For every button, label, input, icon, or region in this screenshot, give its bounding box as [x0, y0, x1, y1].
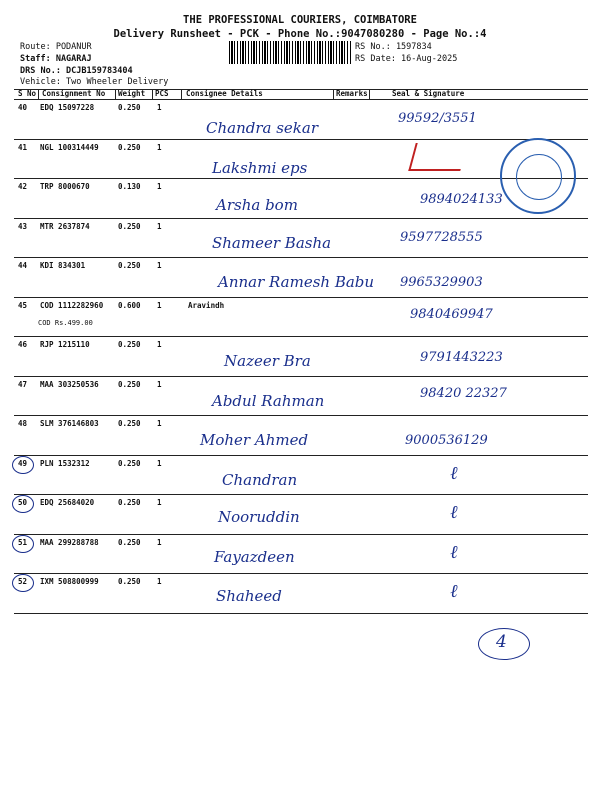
row-handwritten-signature: 9894024133 — [420, 192, 503, 207]
row-weight: 0.250 — [118, 142, 141, 152]
row-handwritten-signature: 9840469947 — [410, 306, 493, 322]
col-consignee: Consignee Details — [186, 89, 263, 98]
row-pcs: 1 — [157, 458, 162, 468]
row-handwritten-name: Moher Ahmed — [200, 431, 309, 449]
row-handwritten-signature: 9791443223 — [420, 350, 503, 365]
row-divider — [14, 534, 588, 535]
row-sno: 50 — [18, 498, 28, 507]
row-sno: 44 — [18, 261, 28, 270]
row-pcs: 1 — [157, 577, 162, 586]
rs-number: RS No.: 1597834 — [355, 42, 432, 52]
row-consignment-no: TRP 8000670 — [40, 182, 90, 191]
row-consignment-no: COD 1112282960 — [40, 300, 104, 310]
row-sno: 47 — [18, 379, 28, 389]
row-weight: 0.250 — [118, 221, 141, 231]
row-pcs: 1 — [157, 340, 162, 349]
row-weight: 0.250 — [118, 458, 141, 468]
row-pcs: 1 — [157, 182, 162, 191]
staff-label: Staff: NAGARAJ — [20, 54, 92, 64]
row-handwritten-signature: 98420 22327 — [420, 385, 507, 401]
row-pcs: 1 — [157, 142, 162, 152]
row-pcs: 1 — [157, 537, 162, 547]
row-handwritten-name: Shaheed — [216, 587, 282, 605]
row-divider — [14, 257, 588, 258]
row-consignment-no: MAA 303250536 — [40, 379, 99, 389]
row-pcs: 1 — [157, 379, 162, 389]
row-signature-mark: ℓ — [450, 581, 458, 602]
col-divider — [181, 89, 182, 99]
row-handwritten-signature: 9597728555 — [400, 229, 483, 245]
row-pcs: 1 — [157, 103, 162, 112]
row-handwritten-name: Chandran — [222, 470, 298, 489]
row-sno-circle — [12, 574, 34, 592]
row-signature-mark: ℓ — [450, 462, 458, 484]
row-pcs: 1 — [157, 498, 162, 507]
row-handwritten-signature: 99592/3551 — [398, 111, 477, 126]
route-label: Route: PODANUR — [20, 42, 92, 52]
row-cod-amount: COD Rs.499.00 — [38, 318, 93, 327]
row-weight: 0.250 — [118, 498, 141, 507]
row-divider — [14, 297, 588, 298]
row-sno: 41 — [18, 142, 28, 152]
row-weight: 0.250 — [118, 261, 141, 270]
row-consignment-no: EDQ 15097228 — [40, 103, 95, 112]
row-consignment-no: SLM 376146803 — [40, 419, 99, 428]
col-weight: Weight — [118, 89, 146, 98]
row-weight: 0.250 — [118, 340, 141, 349]
drs-label: DRS No.: DCJB159783404 — [20, 66, 133, 76]
row-divider — [14, 415, 588, 416]
row-divider — [14, 376, 588, 377]
row-handwritten-name: Lakshmi eps — [212, 158, 308, 177]
row-sno: 52 — [18, 577, 28, 586]
row-handwritten-name: Shameer Basha — [212, 233, 332, 252]
col-sno: S No — [18, 89, 37, 98]
row-consignee-details: Aravindh — [188, 300, 225, 310]
vehicle-label: Vehicle: Two Wheeler Delivery — [20, 77, 169, 87]
row-consignment-no: MAA 299288788 — [40, 537, 99, 547]
barcode-image — [229, 41, 351, 64]
row-divider — [14, 218, 588, 219]
row-handwritten-name: Annar Ramesh Babu — [218, 273, 375, 291]
row-weight: 0.250 — [118, 379, 141, 389]
row-consignment-no: KDI 834301 — [40, 261, 86, 270]
table-header-line — [14, 99, 588, 100]
row-weight: 0.250 — [118, 419, 141, 428]
row-sno-circle — [12, 535, 34, 553]
row-divider — [14, 455, 588, 456]
row-signature-mark: ℓ — [450, 502, 458, 523]
runsheet-subtitle: Delivery Runsheet - PCK - Phone No.:9047080280 - Page No.:4 — [113, 28, 487, 40]
row-pcs: 1 — [157, 261, 162, 270]
row-sno-circle — [12, 495, 34, 513]
rs-date: RS Date: 16-Aug-2025 — [355, 54, 458, 64]
row-sno: 49 — [18, 458, 28, 468]
row-weight: 0.250 — [118, 537, 141, 547]
col-divider — [115, 89, 116, 99]
row-consignment-no: IXM 508800999 — [40, 577, 99, 586]
col-pcs: PCS — [155, 89, 169, 98]
row-sno: 43 — [18, 221, 28, 231]
row-signature-mark: ℓ — [450, 541, 458, 563]
col-consignment: Consignment No — [42, 89, 106, 98]
row-sno: 46 — [18, 340, 28, 349]
row-handwritten-signature: 9965329903 — [400, 275, 483, 290]
company-seal-stamp — [500, 138, 576, 214]
col-divider — [333, 89, 334, 99]
row-handwritten-name: Chandra sekar — [206, 119, 319, 137]
row-sno: 42 — [18, 182, 28, 191]
row-pcs: 1 — [157, 300, 162, 310]
row-divider — [14, 336, 588, 337]
row-consignment-no: EDQ 25684020 — [40, 498, 95, 507]
row-divider — [14, 573, 588, 574]
row-handwritten-name: Fayazdeen — [214, 547, 295, 566]
row-consignment-no: PLN 1532312 — [40, 458, 90, 468]
col-seal-signature: Seal & Signature — [392, 89, 465, 98]
row-consignment-no: MTR 2637874 — [40, 221, 90, 231]
row-consignment-no: RJP 1215110 — [40, 340, 90, 349]
page-mark-number: 4 — [496, 632, 507, 652]
row-sno: 45 — [18, 300, 28, 310]
table-bottom-line — [14, 613, 588, 614]
row-pcs: 1 — [157, 221, 162, 231]
row-handwritten-name: Abdul Rahman — [212, 391, 325, 410]
row-consignment-no: NGL 100314449 — [40, 142, 99, 152]
red-signature-mark — [408, 143, 468, 171]
row-weight: 0.130 — [118, 182, 141, 191]
row-handwritten-name: Nazeer Bra — [224, 352, 311, 370]
row-sno-circle — [12, 456, 34, 474]
col-divider — [369, 89, 370, 99]
row-handwritten-name: Nooruddin — [218, 508, 300, 526]
row-sno: 51 — [18, 537, 28, 547]
row-weight: 0.250 — [118, 577, 141, 586]
company-title: THE PROFESSIONAL COURIERS, COIMBATORE — [183, 14, 417, 26]
row-sno: 40 — [18, 103, 28, 112]
row-weight: 0.600 — [118, 300, 141, 310]
row-sno: 48 — [18, 419, 28, 428]
row-handwritten-signature: 9000536129 — [405, 433, 488, 448]
row-pcs: 1 — [157, 419, 162, 428]
col-remarks: Remarks — [336, 89, 368, 98]
row-divider — [14, 494, 588, 495]
row-divider — [14, 139, 588, 140]
stamp-inner-ring — [516, 154, 562, 200]
col-divider — [38, 89, 39, 99]
col-divider — [152, 89, 153, 99]
row-weight: 0.250 — [118, 103, 141, 112]
row-handwritten-name: Arsha bom — [216, 196, 298, 214]
